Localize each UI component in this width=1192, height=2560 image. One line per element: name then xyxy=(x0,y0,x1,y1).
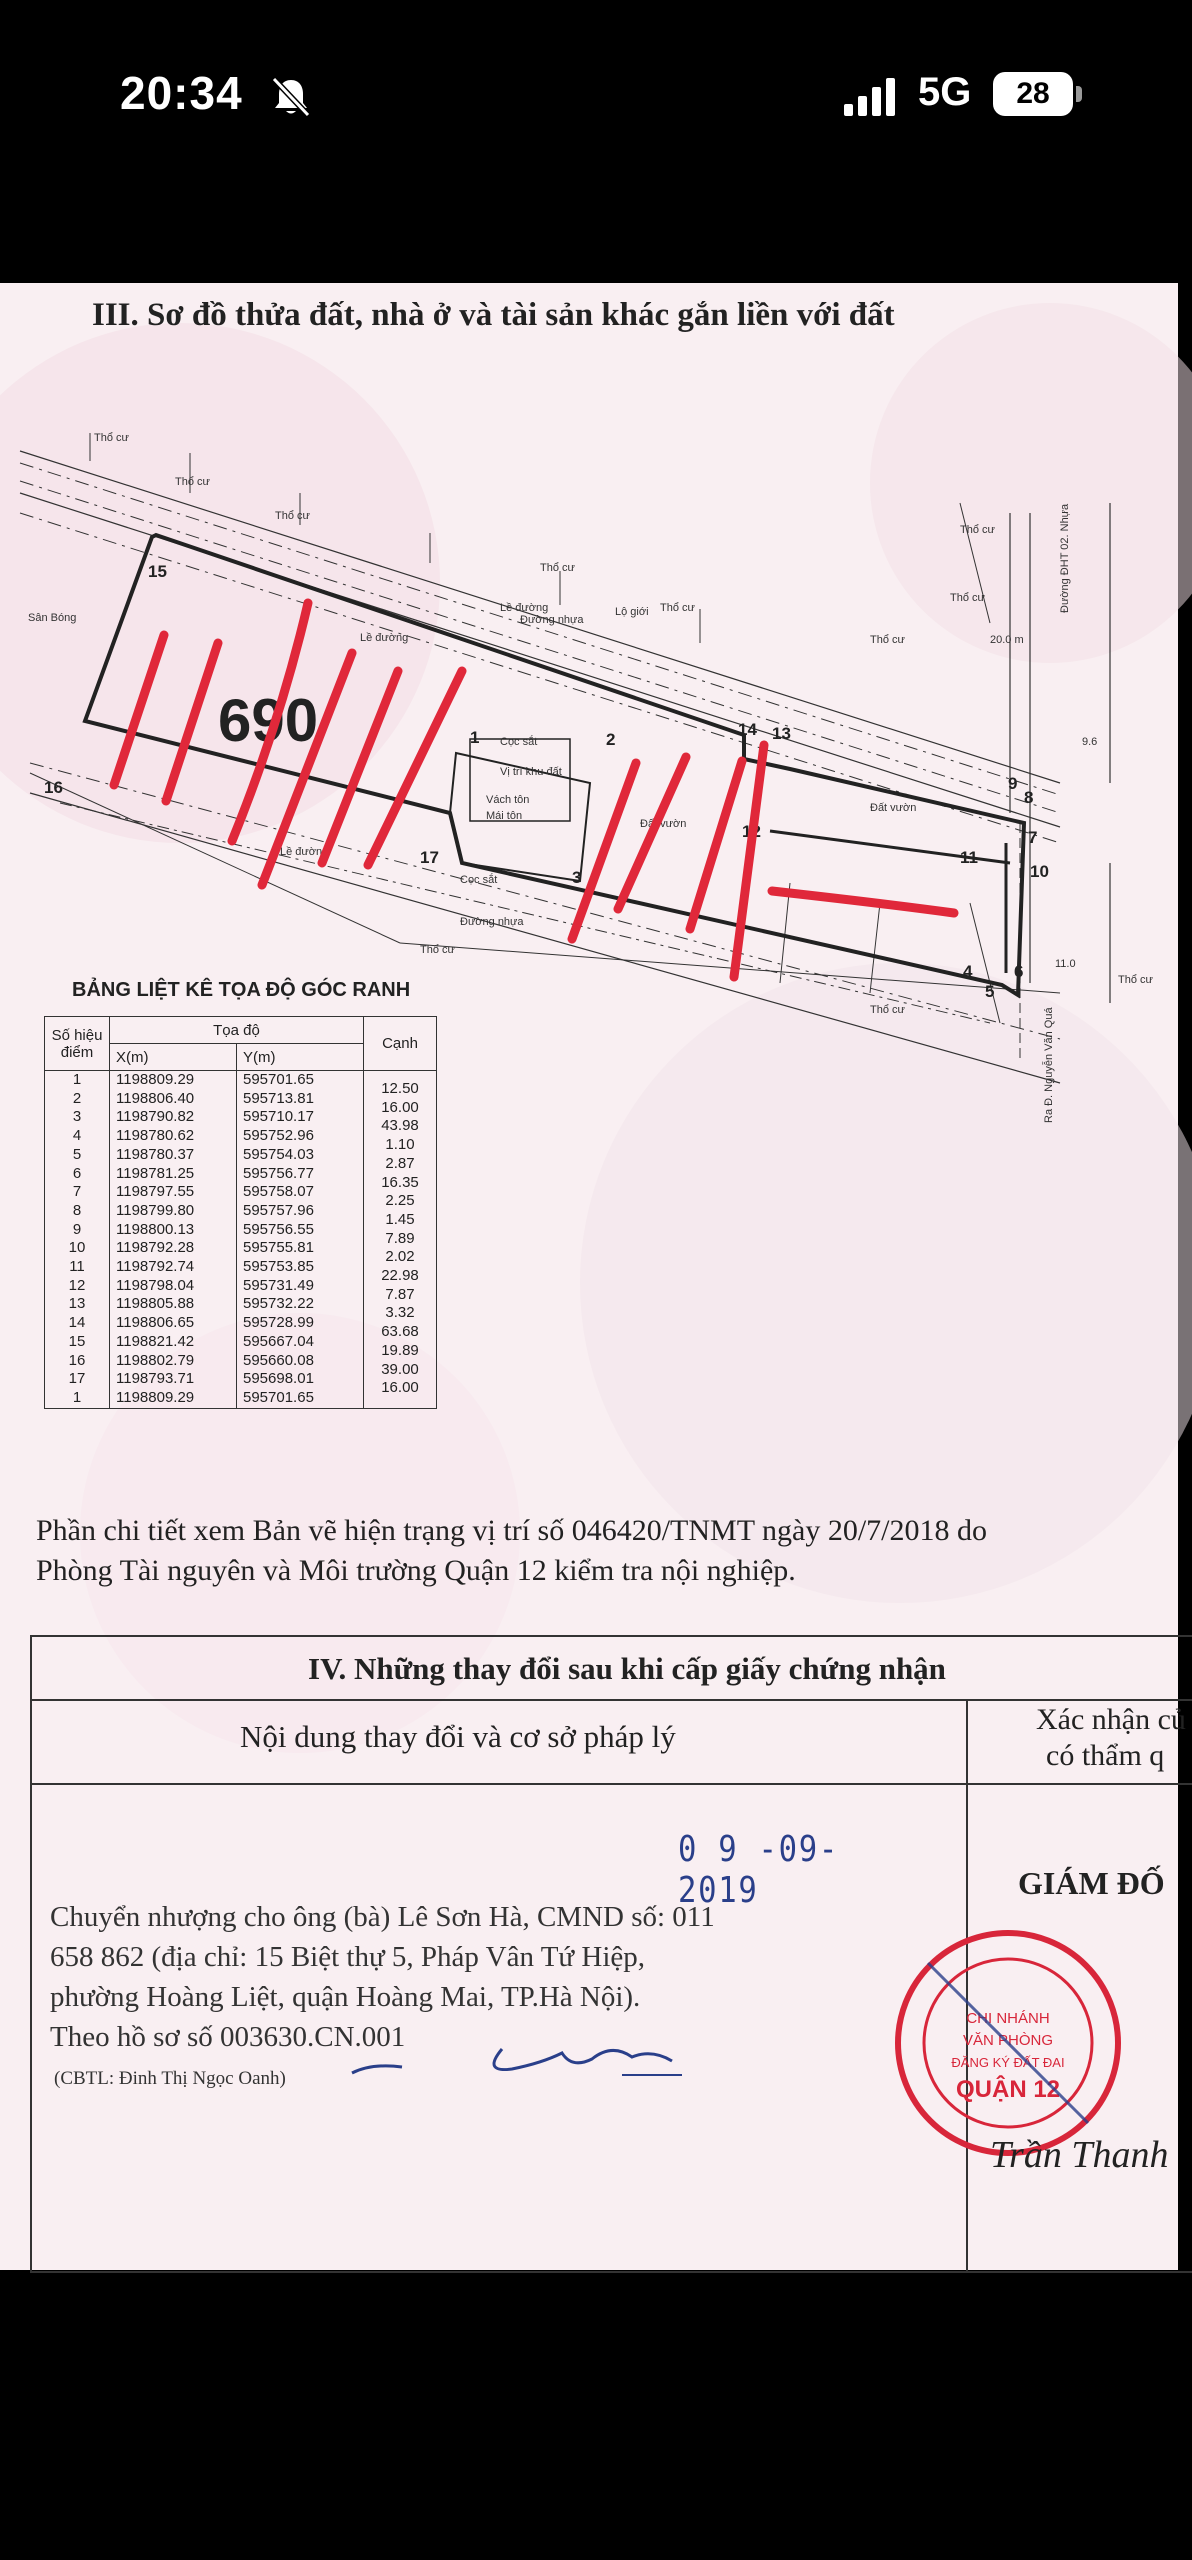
map-label-vach-ton: Vách tôn xyxy=(486,794,530,806)
x-value: 1198797.55 xyxy=(116,1183,195,1201)
svg-text:14: 14 xyxy=(738,720,757,739)
cell-signal-icon xyxy=(842,78,902,118)
map-label-le-duong: Lề đường xyxy=(500,602,549,614)
point-id: 5 xyxy=(72,1145,82,1163)
red-seal xyxy=(888,1923,1128,2163)
map-label-coc-sat: Cọc sắt xyxy=(460,874,498,886)
y-value: 595754.03 xyxy=(243,1145,314,1163)
x-value: 1198809.29 xyxy=(116,1071,195,1088)
map-label-tho-cu: Thổ cư xyxy=(870,634,905,646)
x-value: 1198806.40 xyxy=(116,1089,195,1107)
svg-text:7: 7 xyxy=(1028,828,1038,847)
x-value: 1198780.37 xyxy=(116,1145,195,1163)
map-label-tho-cu: Thổ cư xyxy=(420,944,455,956)
y-value: 595728.99 xyxy=(243,1314,314,1332)
network-type: 5G xyxy=(918,70,972,114)
point-id: 16 xyxy=(68,1351,86,1369)
svg-text:13: 13 xyxy=(772,724,791,743)
y-value: 595756.55 xyxy=(243,1220,314,1238)
x-value: 1198781.25 xyxy=(116,1164,195,1182)
official-signature xyxy=(322,2013,702,2093)
x-value: 1198792.74 xyxy=(116,1258,195,1276)
y-value: 595698.01 xyxy=(243,1370,314,1388)
section-3-title: III. Sơ đồ thửa đất, nhà ở và tài sản khác gắn liền với đất xyxy=(92,297,895,333)
svg-text:ĐĂNG KÝ ĐẤT ĐAI: ĐĂNG KÝ ĐẤT ĐAI xyxy=(951,2055,1065,2070)
svg-text:15: 15 xyxy=(148,562,167,581)
edge-value: 2.02 xyxy=(385,1248,415,1266)
content-column-header: Nội dung thay đổi và cơ sở pháp lý xyxy=(32,1699,968,1785)
map-label-tho-cu: Thổ cư xyxy=(175,476,210,488)
x-value: 1198821.42 xyxy=(116,1332,195,1350)
svg-text:16: 16 xyxy=(44,778,63,797)
map-label-width: 20.0 m xyxy=(990,634,1024,646)
svg-text:2: 2 xyxy=(606,730,616,749)
coordinate-table xyxy=(44,1016,437,1409)
map-label-width: 11.0 xyxy=(1055,958,1076,970)
cbtl-note: (CBTL: Đinh Thị Ngọc Oanh) xyxy=(54,2068,286,2089)
map-label-tho-cu: Thổ cư xyxy=(870,1004,905,1016)
transfer-line: Theo hồ sơ số 003630.CN.001 xyxy=(50,2021,406,2053)
y-value: 595753.85 xyxy=(243,1258,314,1276)
edge-value: 16.00 xyxy=(381,1379,419,1397)
map-label-tho-cu: Thổ cư xyxy=(540,562,575,574)
svg-text:8: 8 xyxy=(1024,788,1034,807)
coordinate-table-title: BẢNG LIỆT KÊ TỌA ĐỘ GÓC RANH xyxy=(72,979,411,1001)
confirm-column-header: Xác nhận củ có thẩm q xyxy=(968,1699,1192,1785)
x-value: 1198802.79 xyxy=(116,1351,195,1369)
map-label-le-duong: Lề đường xyxy=(280,846,329,858)
date-stamp: 0 9 -09- 2019 xyxy=(678,1829,839,1911)
map-label-mai-ton: Mái tôn xyxy=(486,810,523,822)
col-point-header: Số hiệu điểm xyxy=(45,1017,110,1071)
x-value: 1198798.04 xyxy=(116,1276,195,1294)
edge-value: 2.87 xyxy=(385,1154,415,1172)
edge-value: 12.50 xyxy=(381,1080,419,1097)
y-value: 595710.17 xyxy=(243,1108,314,1126)
map-label-duong-nhua: Đường nhựa xyxy=(520,614,584,626)
svg-text:QUẬN 12: QUẬN 12 xyxy=(955,2076,1061,2103)
y-value: 595758.07 xyxy=(243,1183,314,1201)
x-value: 1198790.82 xyxy=(116,1108,195,1126)
edge-value: 63.68 xyxy=(381,1323,419,1341)
point-id: 12 xyxy=(68,1276,86,1294)
edge-value: 1.45 xyxy=(385,1210,415,1228)
svg-text:6: 6 xyxy=(1014,962,1024,981)
x-value: 1198792.28 xyxy=(116,1239,195,1257)
edge-value: 39.00 xyxy=(381,1360,419,1378)
map-label-tho-cu: Thổ cư xyxy=(1118,974,1153,986)
edge-value: 3.32 xyxy=(385,1304,415,1322)
point-id: 10 xyxy=(68,1239,86,1257)
x-values xyxy=(110,1071,237,1409)
edge-values xyxy=(364,1071,437,1409)
y-value: 595701.65 xyxy=(243,1388,314,1406)
y-values xyxy=(237,1071,364,1409)
y-value: 595757.96 xyxy=(243,1201,314,1219)
map-label-tho-cu: Thổ cư xyxy=(275,510,310,522)
edge-value: 1.10 xyxy=(385,1136,415,1154)
section-4-title: IV. Những thay đổi sau khi cấp giấy chứng nhận xyxy=(32,1637,1192,1701)
x-value: 1198799.80 xyxy=(116,1201,195,1219)
point-id: 8 xyxy=(72,1201,82,1219)
point-id: 17 xyxy=(68,1370,86,1388)
x-value: 1198809.29 xyxy=(116,1388,195,1406)
svg-text:12: 12 xyxy=(742,822,761,841)
x-value: 1198800.13 xyxy=(116,1220,195,1238)
svg-text:3: 3 xyxy=(572,868,582,887)
svg-text:VĂN PHÒNG: VĂN PHÒNG xyxy=(962,2032,1054,2049)
reference-note xyxy=(36,1511,987,1591)
y-value: 595752.96 xyxy=(243,1127,314,1145)
point-id: 1 xyxy=(72,1071,82,1088)
y-value: 595732.22 xyxy=(243,1295,314,1313)
edge-value: 7.89 xyxy=(385,1229,415,1247)
change-content-cell xyxy=(32,1785,968,2271)
parcel-number: 690 xyxy=(218,687,319,754)
note-line: Phần chi tiết xem Bản vẽ hiện trạng vị trí số 046420/TNMT ngày 20/7/2018 do xyxy=(36,1514,987,1547)
point-id: 14 xyxy=(68,1314,86,1332)
col-y-header: Y(m) xyxy=(237,1044,364,1071)
map-label-duong-nhua: Đường nhựa xyxy=(460,916,524,928)
svg-text:4: 4 xyxy=(963,962,973,981)
map-label-dat-vuon: Đất vườn xyxy=(640,818,687,830)
col-edge-header: Cạnh xyxy=(364,1017,437,1071)
map-label-tho-cu: Thổ cư xyxy=(960,524,995,536)
svg-text:1: 1 xyxy=(470,728,480,747)
point-id: 3 xyxy=(72,1108,82,1126)
svg-text:CHI NHÁNH: CHI NHÁNH xyxy=(966,2010,1050,2027)
map-label-coc-sat: Cọc sắt xyxy=(500,736,538,748)
y-value: 595667.04 xyxy=(243,1332,314,1350)
map-label-dat-vuon: Đất vườn xyxy=(870,802,917,814)
map-label-width: 9.6 xyxy=(1082,736,1098,748)
transfer-line: 658 862 (địa chỉ: 15 Biệt thự 5, Pháp Vân Tứ Hiệp, xyxy=(50,1941,645,1973)
y-value: 595713.81 xyxy=(243,1089,314,1107)
signer-name: Trần Thanh xyxy=(990,2134,1169,2176)
point-id: 2 xyxy=(72,1089,82,1107)
point-id: 13 xyxy=(68,1295,86,1313)
status-bar xyxy=(0,0,1178,190)
transfer-line: Chuyển nhượng cho ông (bà) Lê Sơn Hà, CMND số: 011 xyxy=(50,1901,715,1933)
battery-level: 28 xyxy=(1016,77,1050,110)
y-value: 595731.49 xyxy=(243,1276,314,1294)
point-id: 15 xyxy=(68,1332,86,1350)
battery-icon xyxy=(993,72,1073,116)
map-label-lo-gioi: Lộ giới xyxy=(615,606,649,618)
edge-value: 22.98 xyxy=(381,1267,419,1285)
y-value: 595701.65 xyxy=(243,1071,314,1088)
director-title: GIÁM ĐỐ xyxy=(1018,1865,1165,1901)
edge-value: 16.35 xyxy=(381,1173,419,1191)
edge-value: 16.00 xyxy=(381,1098,419,1116)
col-x-header: X(m) xyxy=(110,1044,237,1071)
map-label-tho-cu: Thổ cư xyxy=(950,592,985,604)
x-value: 1198793.71 xyxy=(116,1370,195,1388)
y-value: 595660.08 xyxy=(243,1351,314,1369)
svg-text:9: 9 xyxy=(1008,774,1018,793)
x-value: 1198806.65 xyxy=(116,1314,195,1332)
edge-value: 7.87 xyxy=(385,1285,415,1303)
note-line: Phòng Tài nguyên và Môi trường Quận 12 kiểm tra nội nghiệp. xyxy=(36,1554,796,1587)
point-ids xyxy=(45,1071,110,1409)
y-value: 595755.81 xyxy=(243,1239,314,1257)
svg-text:5: 5 xyxy=(985,982,995,1001)
map-label-vi-tri: Vị trí khu đất xyxy=(500,766,562,778)
point-id: 7 xyxy=(72,1183,82,1201)
y-value: 595756.77 xyxy=(243,1164,314,1182)
svg-text:11: 11 xyxy=(960,848,978,867)
point-id: 9 xyxy=(72,1220,82,1238)
battery-cap xyxy=(1076,86,1082,102)
transfer-line: phường Hoàng Liệt, quận Hoàng Mai, TP.Hà Nội). xyxy=(50,1981,641,2013)
map-label-tho-cu: Thổ cư xyxy=(94,432,129,444)
point-id: 11 xyxy=(69,1258,85,1276)
col-coords-header: Tọa độ xyxy=(110,1017,364,1044)
point-id: 1 xyxy=(72,1388,82,1406)
x-value: 1198805.88 xyxy=(116,1295,195,1313)
svg-text:10: 10 xyxy=(1030,862,1049,881)
map-label-san-bong: Sân Bóng xyxy=(28,612,77,624)
point-id: 6 xyxy=(72,1164,82,1182)
land-certificate-page xyxy=(0,283,1186,2270)
edge-value: 19.89 xyxy=(381,1341,419,1359)
edge-value: 43.98 xyxy=(381,1117,419,1135)
map-label-road-dht: Đường ĐHT 02. Nhựa xyxy=(1059,503,1071,613)
map-label-tho-cu: Thổ cư xyxy=(660,602,695,614)
map-label-le-duong: Lề đường xyxy=(360,632,409,644)
point-id: 4 xyxy=(72,1127,82,1145)
x-value: 1198780.62 xyxy=(116,1127,195,1145)
edge-value: 2.25 xyxy=(385,1192,415,1210)
svg-text:17: 17 xyxy=(420,848,439,867)
map-label-road-nvq: Ra Đ. Nguyễn Văn Quá xyxy=(1043,1007,1055,1123)
clock: 20:34 xyxy=(120,67,243,119)
silent-bell-icon xyxy=(268,74,314,120)
